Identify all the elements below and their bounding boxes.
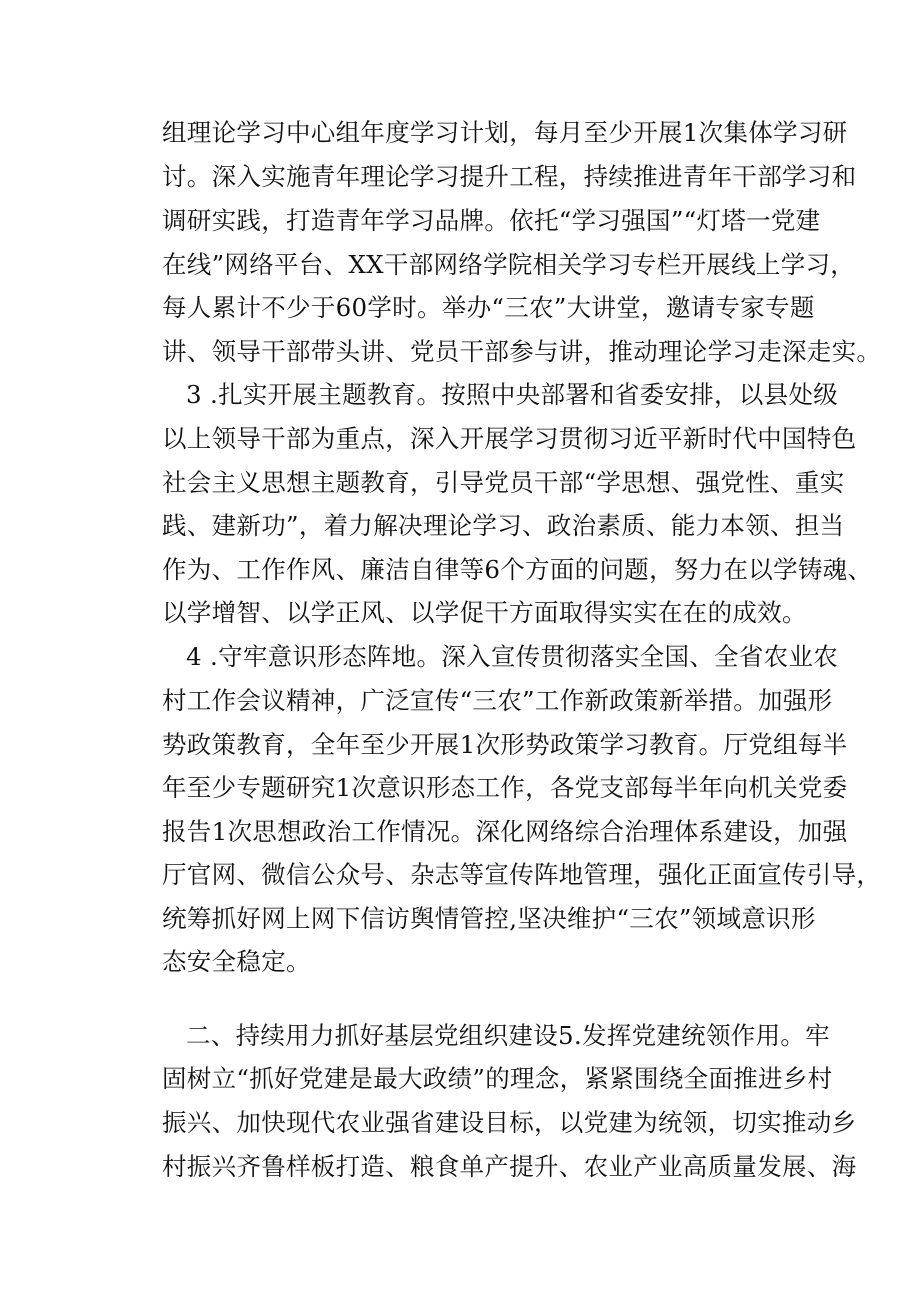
text-line: 在线”网络平台、XX干部网络学院相关学习专栏开展线上学习， [162,250,856,279]
text-line: 统筹抓好网上网下信访舆情管控,坚决维护“三农”领域意识形 [162,904,816,933]
text-line: 固树立“抓好党建是最大政绩”的理念，紧紧围绕全面推进乡村 [162,1064,833,1093]
text-line: 4 .守牢意识形态阵地。深入宣传贯彻落实全国、全省农业农 [186,642,839,671]
text-line: 作为、工作作风、廉洁自律等6个方面的问题，努力在以学铸魂、 [162,555,873,584]
text-line: 村振兴齐鲁样板打造、粮食单产提升、农业产业高质量发展、海 [162,1152,857,1181]
text-line: 每人累计不少于60学时。举办“三农”大讲堂，邀请专家专题 [162,293,815,322]
text-line: 村工作会议精神，广泛宣传“三农”工作新政策新举措。加强形 [162,686,833,715]
text-line: 社会主义思想主题教育，引导党员干部“学思想、强党性、重实 [162,468,845,497]
text-line: 3 .扎实开展主题教育。按照中央部署和省委安排，以县处级 [186,380,839,409]
text-line: 振兴、加快现代农业强省建设目标，以党建为统领，切实推动乡 [162,1108,857,1137]
text-line: 厅官网、微信公众号、杂志等宣传阵地管理，强化正面宣传引导， [162,860,882,889]
text-line: 讨。深入实施青年理论学习提升工程，持续推进青年干部学习和 [162,162,857,191]
text-line: 组理论学习中心组年度学习计划，每月至少开展1次集体学习研 [162,118,848,147]
text-line: 调研实践，打造青年学习品牌。依托“学习强国”“灯塔一党建 [162,206,821,235]
text-line: 讲、领导干部带头讲、党员干部参与讲，推动理论学习走深走实。 [162,337,882,366]
text-line: 态安全稳定。 [162,947,311,976]
text-line: 报告1次思想政治工作情况。深化网络综合治理体系建设，加强 [162,817,848,846]
text-line: 以学增智、以学正风、以学促干方面取得实实在在的成效。 [162,598,807,627]
text-line: 践、建新功”，着力解决理论学习、政治素质、能力本领、担当 [162,511,845,540]
text-line: 势政策教育，全年至少开展1次形势政策学习教育。厅党组每半 [162,730,848,759]
text-line: 年至少专题研究1次意识形态工作，各党支部每半年向机关党委 [162,773,848,802]
text-line: 二、持续用力抓好基层党组织建设5.发挥党建统领作用。牢 [186,1021,830,1050]
text-line: 以上领导干部为重点，深入开展学习贯彻习近平新时代中国特色 [162,424,857,453]
